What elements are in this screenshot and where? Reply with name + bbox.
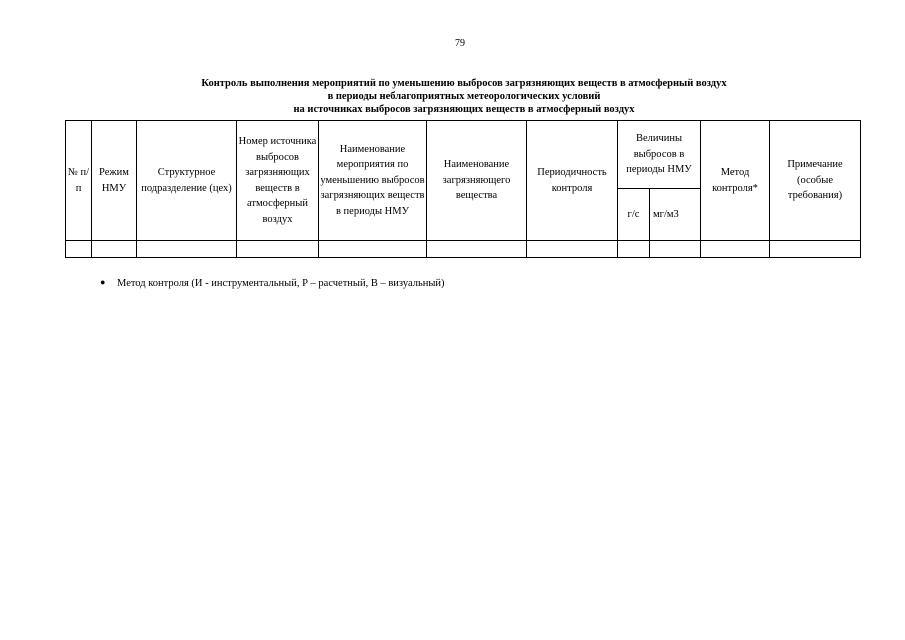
table-cell xyxy=(137,241,237,258)
header-periodicity: Периодичность контроля xyxy=(527,121,618,241)
table-cell xyxy=(618,241,650,258)
page-number: 79 xyxy=(455,38,465,49)
header-unit-mgm3: мг/м3 xyxy=(650,189,701,241)
table-cell xyxy=(66,241,92,258)
table-cell xyxy=(237,241,319,258)
header-unit-gs: г/с xyxy=(618,189,650,241)
footnote xyxy=(100,277,445,289)
header-division: Структурное подразделение (цех) xyxy=(137,121,237,241)
table-cell xyxy=(319,241,427,258)
title-line-3: на источниках выбросов загрязняющих веществ в атмосферный воздух xyxy=(293,104,635,116)
document-title xyxy=(0,77,905,117)
control-table xyxy=(65,120,861,258)
title-line-2: в периоды неблагоприятных метеорологических условий xyxy=(327,91,601,103)
title-line-1: Контроль выполнения мероприятий по уменьшению выбросов загрязняющих веществ в атмосферный воздух xyxy=(201,78,727,89)
header-method: Метод контроля* xyxy=(701,121,770,241)
table-cell xyxy=(770,241,861,258)
header-measure-name: Наименование мероприятия по уменьшению выбросов загрязняющих веществ в периоды НМУ xyxy=(319,121,427,241)
header-remark: Примечание (особые требования) xyxy=(770,121,861,241)
table-cell xyxy=(427,241,527,258)
bullet-icon: ● xyxy=(100,277,106,287)
table-cell xyxy=(92,241,137,258)
header-substance-name: Наименование загрязняющего вещества xyxy=(427,121,527,241)
header-num: № п/п xyxy=(66,121,92,241)
table-row xyxy=(66,241,861,258)
header-source-number: Номер источника выбросов загрязняющих веществ в атмосферный воздух xyxy=(237,121,319,241)
footnote-text: Метод контроля (И - инструментальный, Р – расчетный, В – визуальный) xyxy=(117,278,445,289)
table-cell xyxy=(701,241,770,258)
header-emission-values: Величины выбросов в периоды НМУ xyxy=(618,121,701,189)
header-mode: Режим НМУ xyxy=(92,121,137,241)
table-cell xyxy=(650,241,701,258)
table-cell xyxy=(527,241,618,258)
